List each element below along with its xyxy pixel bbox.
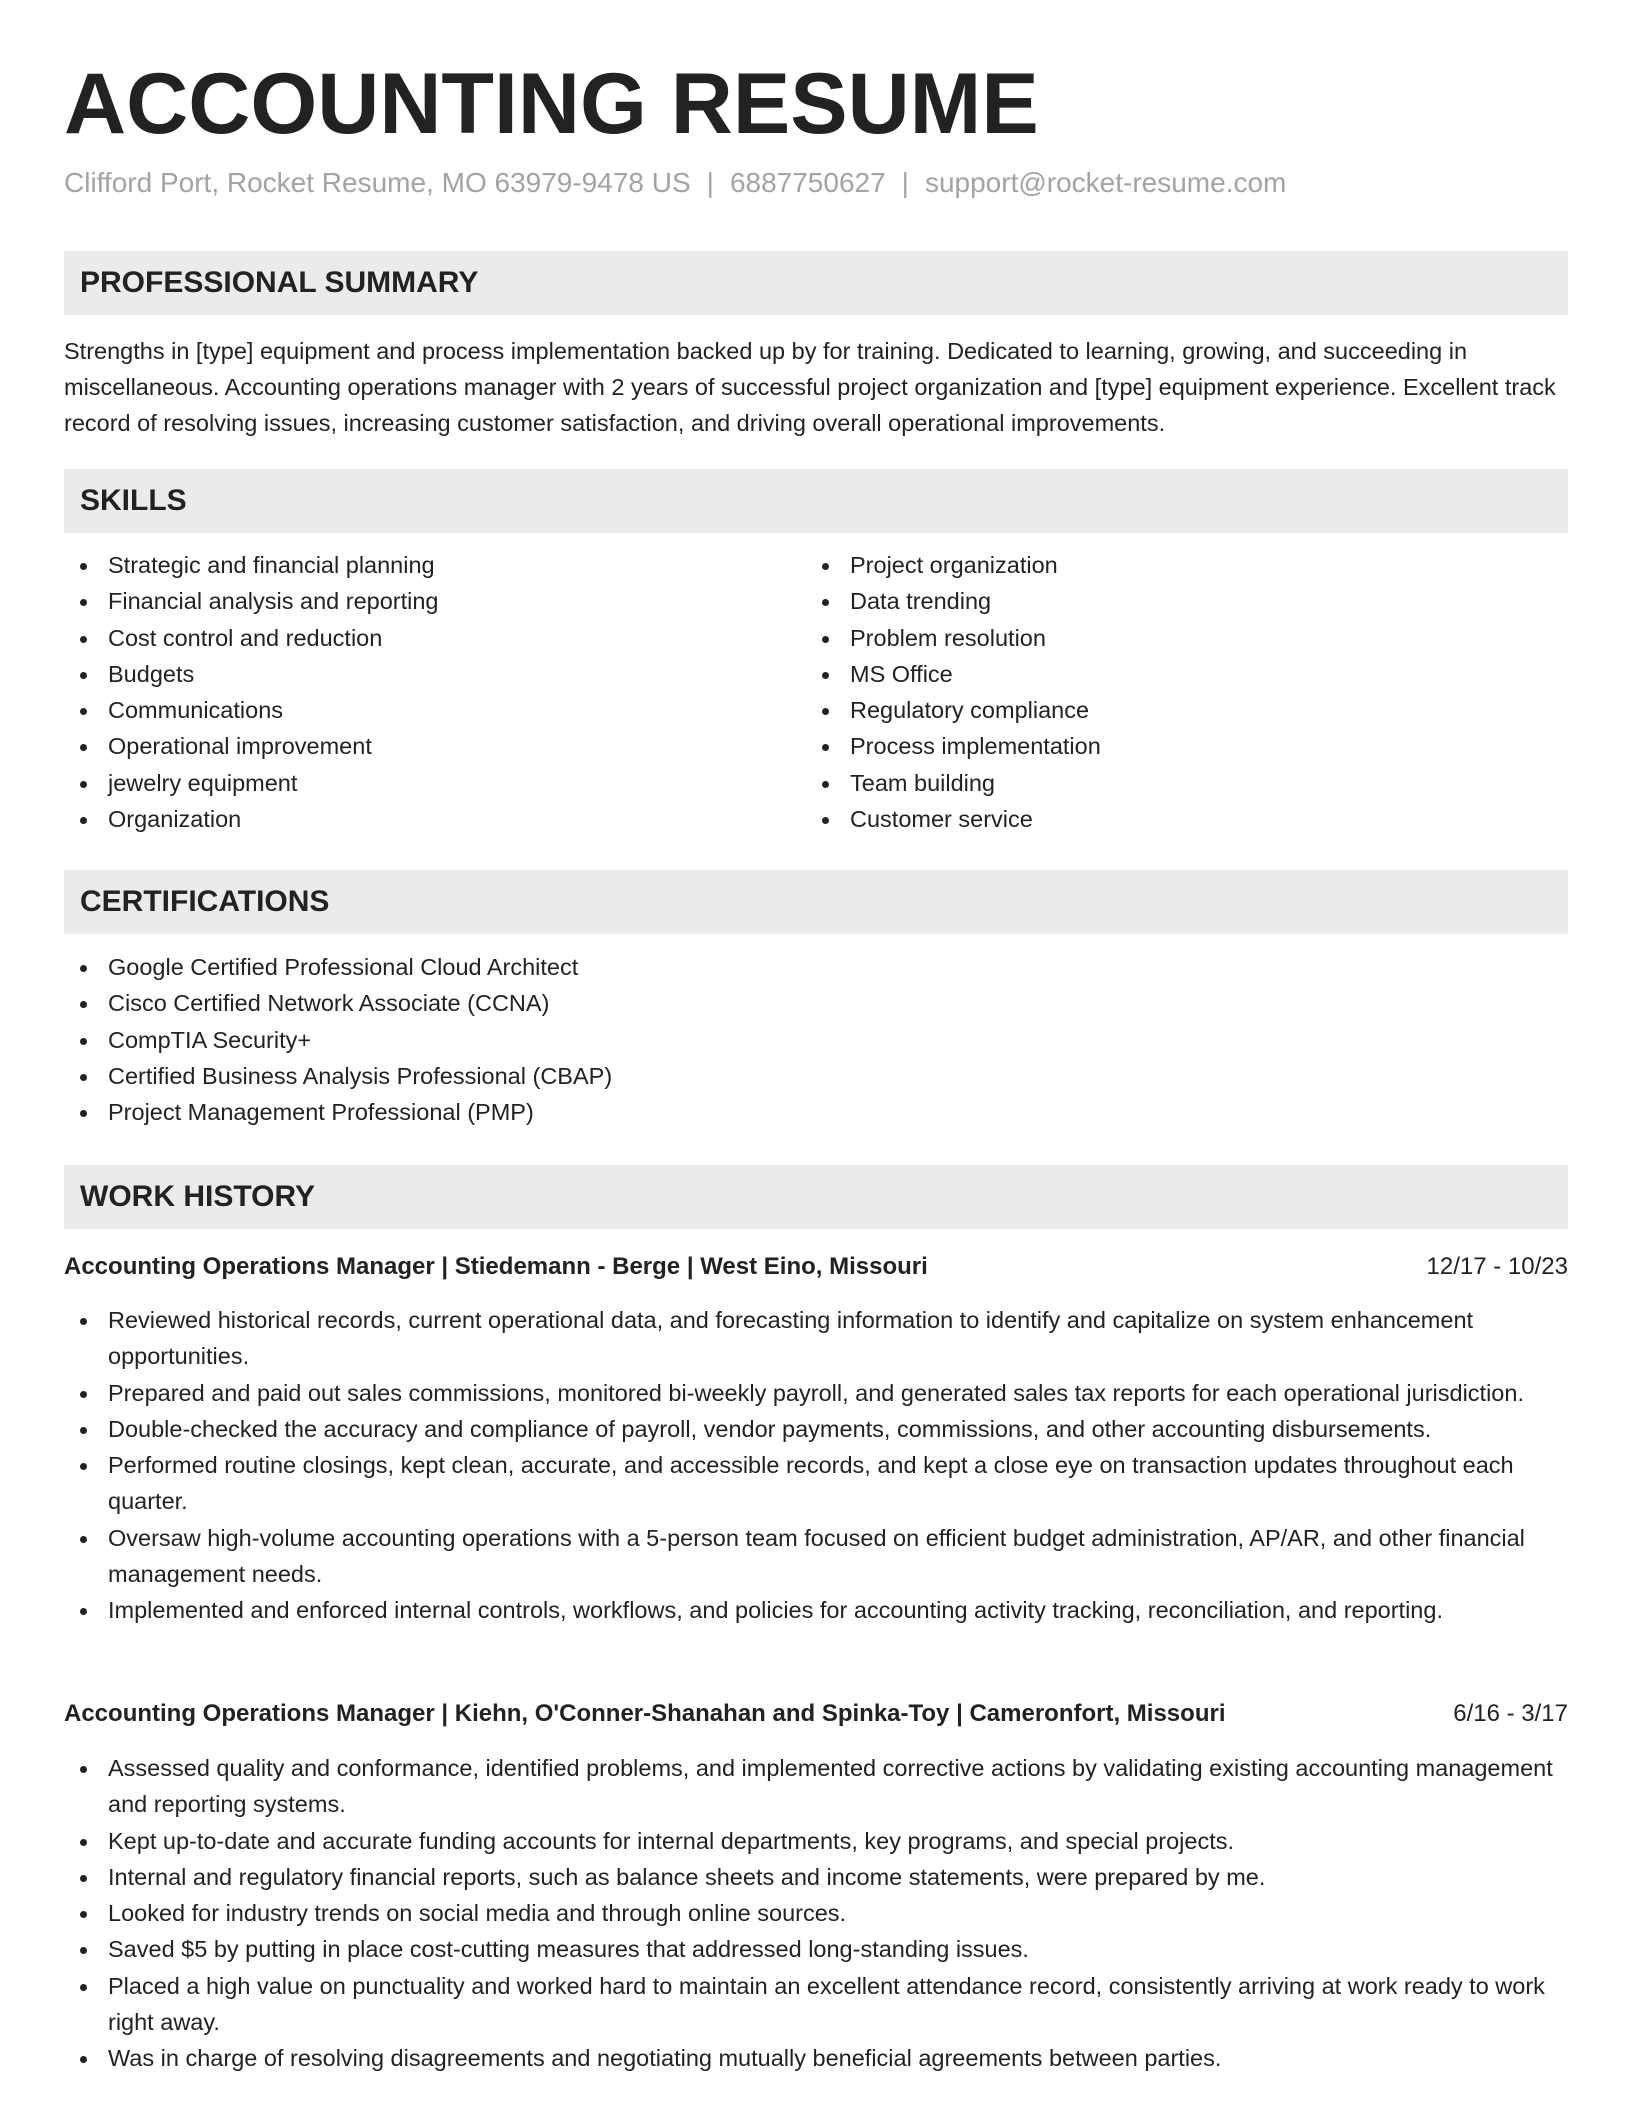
job-bullet: Reviewed historical records, current operational data, and forecasting information to identify and capitalize on system enhancement opportunities. [64, 1302, 1568, 1375]
job-dates: 6/16 - 3/17 [1453, 1700, 1568, 1727]
skills-heading: SKILLS [80, 484, 187, 517]
skill-item: Operational improvement [64, 728, 794, 764]
job-bullets [64, 1750, 1568, 2077]
job-bullet: Oversaw high-volume accounting operations with a 5-person team focused on efficient budget administration, AP/AR, and other financial management needs. [64, 1520, 1568, 1593]
skills-section-header [64, 469, 1568, 533]
skill-item: Financial analysis and reporting [64, 583, 794, 619]
job-bullet: Prepared and paid out sales commissions, monitored bi-weekly payroll, and generated sales tax reports for each operational jurisdiction. [64, 1375, 1568, 1411]
skill-item: Customer service [806, 801, 1566, 837]
contact-separator: | [706, 167, 714, 198]
summary-section-header [64, 251, 1568, 315]
certification-item: Google Certified Professional Cloud Architect [64, 949, 1568, 985]
contact-line [64, 166, 1286, 200]
skill-item: MS Office [806, 656, 1566, 692]
contact-address: Clifford Port, Rocket Resume, MO 63979-9478 US [64, 167, 691, 198]
skill-item: Regulatory compliance [806, 692, 1566, 728]
skill-item: Communications [64, 692, 794, 728]
job-bullet: Implemented and enforced internal controls, workflows, and policies for accounting activity tracking, reconciliation, and reporting. [64, 1592, 1568, 1628]
job-bullet: Looked for industry trends on social media and through online sources. [64, 1895, 1568, 1931]
certifications-list [64, 949, 1568, 1130]
contact-phone: 6887750627 [729, 167, 886, 198]
summary-text: Strengths in [type] equipment and process implementation backed up by for training. Dedicated to learning, growing, and succeeding in miscellaneous. Accounting operations manager with 2 years of successful project organization and [type] equipment experience. Excellent track record of resolving issues, increasing customer satisfaction, and driving overall operational improvements. [64, 338, 1556, 436]
job-bullet: Double-checked the accuracy and compliance of payroll, vendor payments, commissions, and other accounting disbursements. [64, 1411, 1568, 1447]
skill-item: Organization [64, 801, 794, 837]
job-bullet: Placed a high value on punctuality and worked hard to maintain an excellent attendance record, consistently arriving at work ready to work right away. [64, 1968, 1568, 2041]
resume-title: ACCOUNTING RESUME [64, 56, 1039, 152]
certification-item: Certified Business Analysis Professional (CBAP) [64, 1058, 1568, 1094]
job-bullet: Saved $5 by putting in place cost-cutting measures that addressed long-standing issues. [64, 1931, 1568, 1967]
job-title: Accounting Operations Manager | Kiehn, O'Conner-Shanahan and Spinka-Toy | Cameronfort, Missouri [64, 1700, 1226, 1727]
contact-separator: | [901, 167, 909, 198]
certification-item: Cisco Certified Network Associate (CCNA) [64, 985, 1568, 1021]
job-bullet: Internal and regulatory financial reports, such as balance sheets and income statements, were prepared by me. [64, 1859, 1568, 1895]
skill-item: Project organization [806, 547, 1566, 583]
certifications-heading: CERTIFICATIONS [80, 885, 330, 918]
skill-item: Budgets [64, 656, 794, 692]
skill-item: Strategic and financial planning [64, 547, 794, 583]
skill-item: Team building [806, 765, 1566, 801]
job-header [64, 1696, 1568, 1732]
certification-item: CompTIA Security+ [64, 1022, 1568, 1058]
skill-item: Data trending [806, 583, 1566, 619]
contact-email: support@rocket-resume.com [924, 167, 1287, 198]
job-title: Accounting Operations Manager | Stiedemann - Berge | West Eino, Missouri [64, 1253, 928, 1280]
skill-item: jewelry equipment [64, 765, 794, 801]
job-bullet: Was in charge of resolving disagreements and negotiating mutually beneficial agreements between parties. [64, 2040, 1568, 2076]
certification-item: Project Management Professional (PMP) [64, 1094, 1568, 1130]
skill-item: Cost control and reduction [64, 620, 794, 656]
skill-item: Process implementation [806, 728, 1566, 764]
skills-list-right [806, 547, 1566, 837]
skill-item: Problem resolution [806, 620, 1566, 656]
job-bullets [64, 1302, 1568, 1629]
job-bullet: Kept up-to-date and accurate funding accounts for internal departments, key programs, and special projects. [64, 1823, 1568, 1859]
skills-list-left [64, 547, 794, 837]
certifications-section-header [64, 870, 1568, 934]
work-history-heading: WORK HISTORY [80, 1180, 316, 1213]
job-bullet: Performed routine closings, kept clean, accurate, and accessible records, and kept a close eye on transaction updates throughout each quarter. [64, 1447, 1568, 1520]
job-dates: 12/17 - 10/23 [1426, 1253, 1568, 1280]
summary-heading: PROFESSIONAL SUMMARY [80, 266, 479, 299]
work-history-section-header [64, 1165, 1568, 1229]
job-header [64, 1249, 1568, 1285]
job-bullet: Assessed quality and conformance, identified problems, and implemented corrective actions by validating existing accounting management and reporting systems. [64, 1750, 1568, 1823]
